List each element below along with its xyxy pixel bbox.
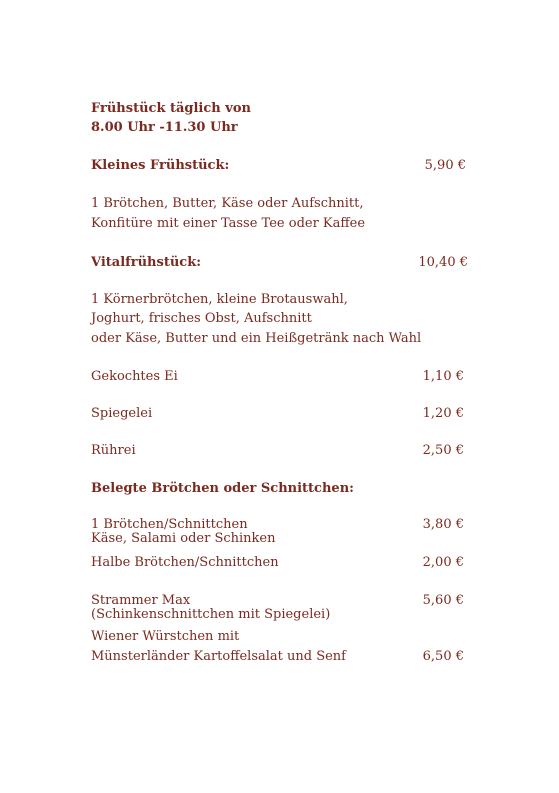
belegte-item-price: 2,00 €: [422, 555, 464, 570]
belegte-item-price: 5,60 €: [422, 593, 464, 608]
extra-price: 1,10 €: [422, 369, 464, 384]
belegte-item-price: 6,50 €: [422, 649, 464, 664]
belegte-item-line-1: 1 Brötchen/Schnittchen: [91, 517, 248, 532]
vital-price: 10,40 €: [418, 255, 468, 270]
belegte-item-line-2: (Schinkenschnittchen mit Spiegelei): [91, 607, 331, 622]
belegte-item-line-1: Strammer Max: [91, 593, 191, 608]
vital-desc-3: oder Käse, Butter und ein Heißgetränk nach Wahl: [91, 331, 422, 346]
belegte-title: Belegte Brötchen oder Schnittchen:: [91, 481, 354, 496]
belegte-item-line-2: Käse, Salami oder Schinken: [91, 531, 276, 546]
extra-price: 2,50 €: [422, 443, 464, 458]
belegte-item-price: 3,80 €: [422, 517, 464, 532]
header-line-1: Frühstück täglich von: [91, 101, 251, 116]
kleines-desc-1: 1 Brötchen, Butter, Käse oder Aufschnitt,: [91, 196, 364, 211]
kleines-price: 5,90 €: [424, 158, 466, 173]
header-line-2: 8.00 Uhr -11.30 Uhr: [91, 120, 238, 135]
vital-desc-1: 1 Körnerbrötchen, kleine Brotauswahl,: [91, 292, 348, 307]
kleines-desc-2: Konfitüre mit einer Tasse Tee oder Kaffee: [91, 216, 366, 231]
extra-name: Spiegelei: [91, 406, 153, 421]
belegte-item-line-2: Münsterländer Kartoffelsalat und Senf: [91, 649, 346, 664]
extra-price: 1,20 €: [422, 406, 464, 421]
vital-title: Vitalfrühstück:: [91, 255, 202, 270]
kleines-title: Kleines Frühstück:: [91, 158, 230, 173]
belegte-item-line-1: Halbe Brötchen/Schnittchen: [91, 555, 279, 570]
extra-name: Gekochtes Ei: [91, 369, 178, 384]
vital-desc-2: Joghurt, frisches Obst, Aufschnitt: [91, 311, 312, 326]
extra-name: Rührei: [91, 443, 136, 458]
belegte-item-line-1: Wiener Würstchen mit: [91, 629, 240, 644]
